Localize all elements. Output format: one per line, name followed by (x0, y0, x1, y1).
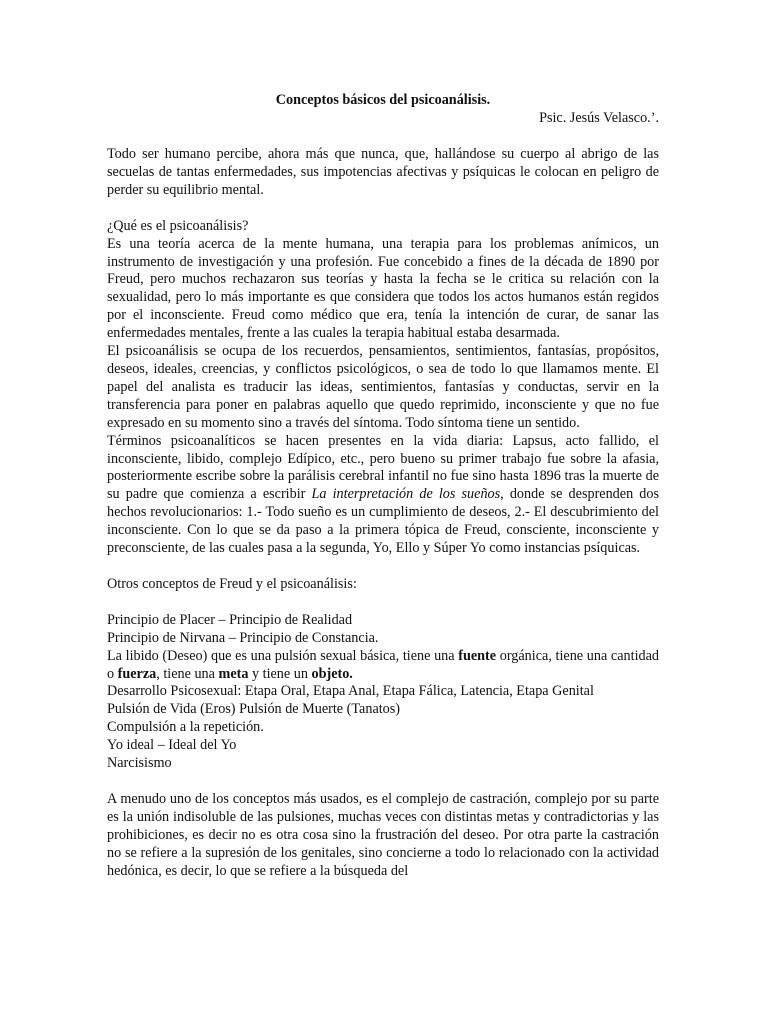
spacer (107, 773, 659, 791)
term-fuerza: fuerza (117, 665, 157, 682)
libido-text: y tiene un (248, 665, 312, 682)
term-meta: meta (218, 665, 249, 682)
question-heading: ¿Qué es el psicoanálisis? (107, 217, 249, 234)
spacer (107, 558, 659, 576)
paragraph-terms-text-a: Términos psicoanalíticos se hacen presentes en la vida diaria: Lapsus, acto fallido, el inconsciente, libido, complejo Edípico, etc., pero bueno su primer trabajo fue sobre la afasia, posteriormente escribe sobre la parálisis cerebral infantil no fue sino hasta 1896 tras la muerte de su padre que comienza a escribir (107, 432, 659, 503)
concept-item: Principio de Nirvana – Principio de Constancia. (107, 629, 379, 646)
term-objeto: objeto. (311, 665, 353, 682)
concept-item: Desarrollo Psicosexual: Etapa Oral, Etapa Anal, Etapa Fálica, Latencia, Etapa Genital (107, 683, 594, 700)
libido-text: , tiene una (156, 665, 219, 682)
paragraph-mind: El psicoanálisis se ocupa de los recuerdos, pensamientos, sentimientos, fantasías, propósitos, deseos, ideales, creencias, y conflictos psicológicos, o sea de todo lo que llamamos mente. El papel del analista es traducir las ideas, sentimientos, fantasías y conductas, servir en la transferencia para poner en palabras aquello que quedo reprimido, inconsciente y que no fue expresado en su momento sino a través del síntoma. Todo síntoma tiene un sentido. (107, 343, 659, 431)
concept-item: Pulsión de Vida (Eros) Pulsión de Muerte (Tanatos) (107, 701, 401, 718)
others-heading: Otros conceptos de Freud y el psicoanálisis: (107, 575, 357, 592)
book-title: La interpretación de los sueños (311, 486, 501, 503)
concept-item-libido (107, 648, 659, 684)
intro-paragraph: Todo ser humano percibe, ahora más que nunca, que, hallándose su cuerpo al abrigo de las secuelas de tantas enfermedades, sus impotencias afectivas y psíquicas le colocan en peligro de perder su equilibrio mental. (107, 146, 659, 198)
concept-item: Narcisismo (107, 755, 172, 772)
libido-text: orgánica, tiene una cantidad o (107, 647, 659, 682)
document-page (107, 92, 659, 881)
concept-item: Principio de Placer – Principio de Realidad (107, 611, 353, 628)
paragraph-definition: Es una teoría acerca de la mente humana, una terapia para los problemas anímicos, un instrumento de investigación y una profesión. Fue concebido a fines de la década de 1890 por Freud, pero muchos rechazaron sus teorías y hasta la fecha se le critica su relación con la sexualidad, pero lo más importante es que considera que todos los actos humanos están regidos por el inconsciente. Freud como médico que era, tenía la intención de curar, de sanar las enfermedades mentales, frente a las cuales la terapia habitual estaba desarmada. (107, 235, 659, 342)
spacer (107, 128, 659, 146)
term-fuente: fuente (458, 647, 497, 664)
closing-paragraph: A menudo uno de los conceptos más usados, es el complejo de castración, complejo por su parte es la unión indisoluble de las pulsiones, muchas veces con distintas metas y contradictorias y las prohibiciones, es decir no es otra cosa sino la frustración del deseo. Por otra parte la castración no se refiere a la supresión de los genitales, sino concierne a todo lo relacionado con la actividad hedónica, es decir, lo que se refiere a la búsqueda del (107, 791, 659, 879)
spacer (107, 594, 659, 612)
concept-item: Yo ideal – Ideal del Yo (107, 737, 237, 754)
concept-item: Compulsión a la repetición. (107, 719, 264, 736)
libido-text: La libido (Deseo) que es una pulsión sexual básica, tiene una (107, 647, 459, 664)
document-title: Conceptos básicos del psicoanálisis. (275, 92, 491, 108)
paragraph-terms (107, 433, 659, 558)
spacer (107, 200, 659, 218)
paragraph-terms-text-b: , donde se desprenden dos hechos revolucionarios: 1.- Todo sueño es un cumplimiento de deseos, 2.- El descubrimiento del inconsciente. Con lo que se da paso a la primera tópica de Freud, consciente, inconsciente y preconsciente, de las cuales pasa a la segunda, Yo, Ello y Súper Yo como instancias psíquicas. (107, 486, 659, 557)
document-author: Psic. Jesús Velasco.’. (539, 110, 659, 126)
